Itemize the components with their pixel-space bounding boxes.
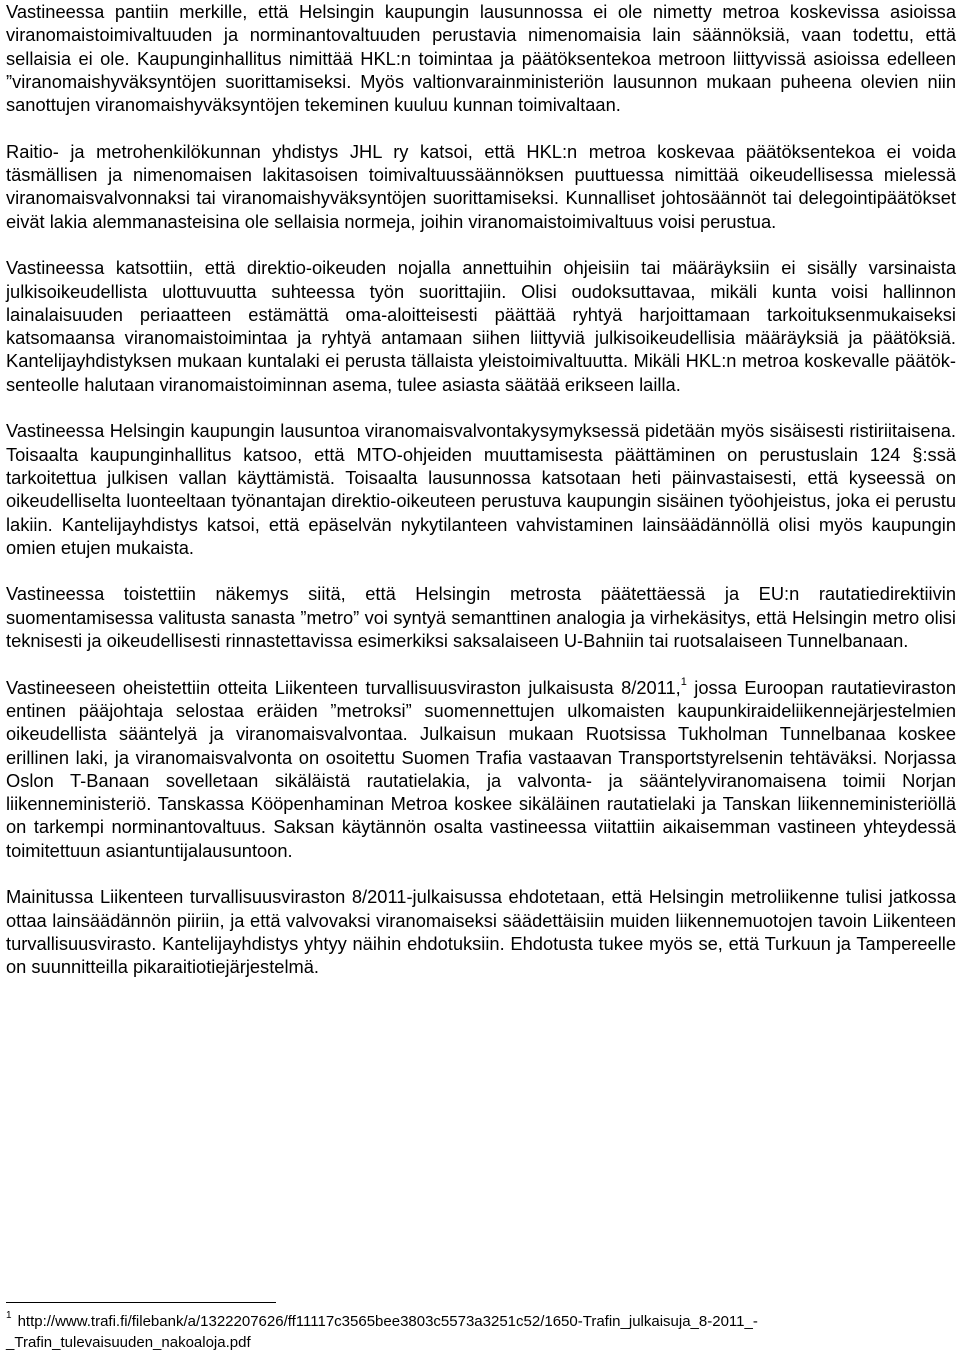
paragraph-2: Raitio- ja metrohenkilökunnan yhdistys JHL ry katsoi, että HKL:n metroa koskevaa päätöksentekoa ei voida täsmällisen ja nimenomaisen lakitasoisen toimivaltuussäännöksen puuttuessa nimittää oikeudellisessa mielessä viranomaisvalvonnaksi tai viranomaishyväksyntöjen suorittamiseksi. Kunnalliset johtosäännöt tai delegointipäätökset eivät lakia alemmanasteisina ole sellaisia normeja, joihin viranomaistoimivaltuus voisi perustua. xyxy=(6,140,956,232)
footnote-url-link[interactable]: http://www.trafi.fi/filebank/a/1322207626/ff11117c3565bee3803c5573a3251c52/1650-Trafin_julkaisuja_8-2011_-_Trafin_tulevaisuuden_nakoaloja.pdf xyxy=(6,1313,758,1351)
footnote-reference-marker: 1 xyxy=(680,675,687,688)
paragraph-6-after: jossa Euroopan rautatieviraston entinen pääjohtaja selostaa eräiden ”metroksi” suomennettujen ulkomaisten kaupunkiraideliikennejärjestelmien oikeudellista sääntelyä ja viranomaisvalvontaa. Julkaisun mukaan Ruotsissa Tukholman Tunnelbanaa koskee erillinen laki, ja viranomaisvalvonta on osoitettu Suomen Trafia vastaavan Transportstyrelsenin tehtäväksi. Norjassa Oslon T-Banaan sovelletaan sikäläistä rautatielakia, ja valvonta- ja sääntelyviranomaisena toimii Norjan liikenneministeriö. Tanskassa Kööpenhaminan Metroa koskee sikäläinen rautatielaki ja Tanskan liikenneministeriöllä on tarkempi norminantovaltuus. Saksan käytännön osalta vastineessa viitattiin aikaisemman vastineen yhteydessä toimitettuun asiantuntijalausuntoon. xyxy=(6,676,956,861)
paragraph-4: Vastineessa Helsingin kaupungin lausuntoa viranomaisvalvontakysymyksessä pidetään myös sisäisesti ristiriitaisena. Toisaalta kaupunginhallitus katsoo, että MTO-ohjeiden muuttamisesta päättäminen on perustuslain 124 §:ssä tarkoitettua julkisen vallan käyttämistä. Toisaalta lausunnossa katsotaan heti päinvastaisesti, että kyseessä on oikeudelliselta luonteeltaan työnantajan direktio-oikeuteen perustuva kaupungin sisäinen työohjeistus, joka ei perustu lakiin. Kantelijayhdistys katsoi, että epäselvän nykytilanteen vahvistaminen lainsäädännöllä olisi myös kaupungin omien etujen mukaista. xyxy=(6,420,956,558)
footnote-area xyxy=(6,1302,926,1353)
footnote-separator xyxy=(6,1302,276,1303)
footnote-marker: 1 xyxy=(6,1310,12,1321)
footnote-1 xyxy=(6,1311,926,1353)
document-body xyxy=(6,0,956,1002)
paragraph-6-before: Vastineeseen oheistettiin otteita Liikenteen turvallisuusviraston julkaisusta 8/2011, xyxy=(6,676,681,698)
paragraph-3: Vastineessa katsottiin, että direktio-oikeuden nojalla annettuihin ohjeisiin tai määräyksiin ei sisälly varsinaista julkisoikeudellista ulottuvuutta suhteessa työn suorittajiin. Olisi oudoksuttavaa, mikäli kunta voisi hallinnon lainalaisuuden periaatteen estämättä oma-aloitteisesti päättää ryhtyä harjoittamaan tarkoituksenmukaiseksi katsomaansa viranomaistoimintaa ja ryhtyä antamaan siihen liittyviä julkisoikeudellisia määräyksiä ja päätöksiä. Kantelijayhdistyksen mukaan kuntalaki ei perusta tällaista yleistoimivaltuutta. Mikäli HKL:n metroa koskevalle päätöksenteolle halutaan viranomaistoiminnan asema, tulee asiasta säätää erikseen lailla. xyxy=(6,257,956,395)
paragraph-6-with-footnote-ref xyxy=(6,676,956,862)
paragraph-1: Vastineessa pantiin merkille, että Helsingin kaupungin lausunnossa ei ole nimetty metroa koskevissa asioissa viranomaistoimivaltuuden ja norminantovaltuuden perustavia nimenomaisia lain säännöksiä, vaan todettu, että sellaisia ei ole. Kaupunginhallitus nimittää HKL:n toimintaa ja päätöksentekoa metroon liittyvissä asioissa edelleen ”viranomaishyväksyntöjen suorittamiseksi. Myös valtionvarainministeriön lausunnon mukaan puheena olevien niin sanottujen viranomaishyväksyntöjen tekeminen kuuluu kunnan toimivaltaan. xyxy=(6,1,956,116)
paragraph-7: Mainitussa Liikenteen turvallisuusviraston 8/2011-julkaisussa ehdotetaan, että Helsingin metroliikenne tulisi jatkossa ottaa lainsäädännön piiriin, ja että valvovaksi viranomaiseksi säädettäisiin muiden liikennemuotojen tavoin Liikenteen turvallisuusvirasto. Kantelijayhdistys yhtyy näihin ehdotuksiin. Ehdotusta tukee myös se, että Turkuun ja Tampereelle on suunnitteilla pikaraitiotiejärjestelmä. xyxy=(6,886,956,978)
paragraph-5: Vastineessa toistettiin näkemys siitä, että Helsingin metrosta päätettäessä ja EU:n rautatiedirektiivin suomentamisessa valitusta sanasta ”metro” voi syntyä semanttinen analogia ja virhekäsitys, että Helsingin metro olisi teknisesti ja oikeudellisesti rinnastettavissa esimerkiksi saksalaiseen U-Bahniin tai ruotsalaiseen Tunnelbanaan. xyxy=(6,583,956,652)
